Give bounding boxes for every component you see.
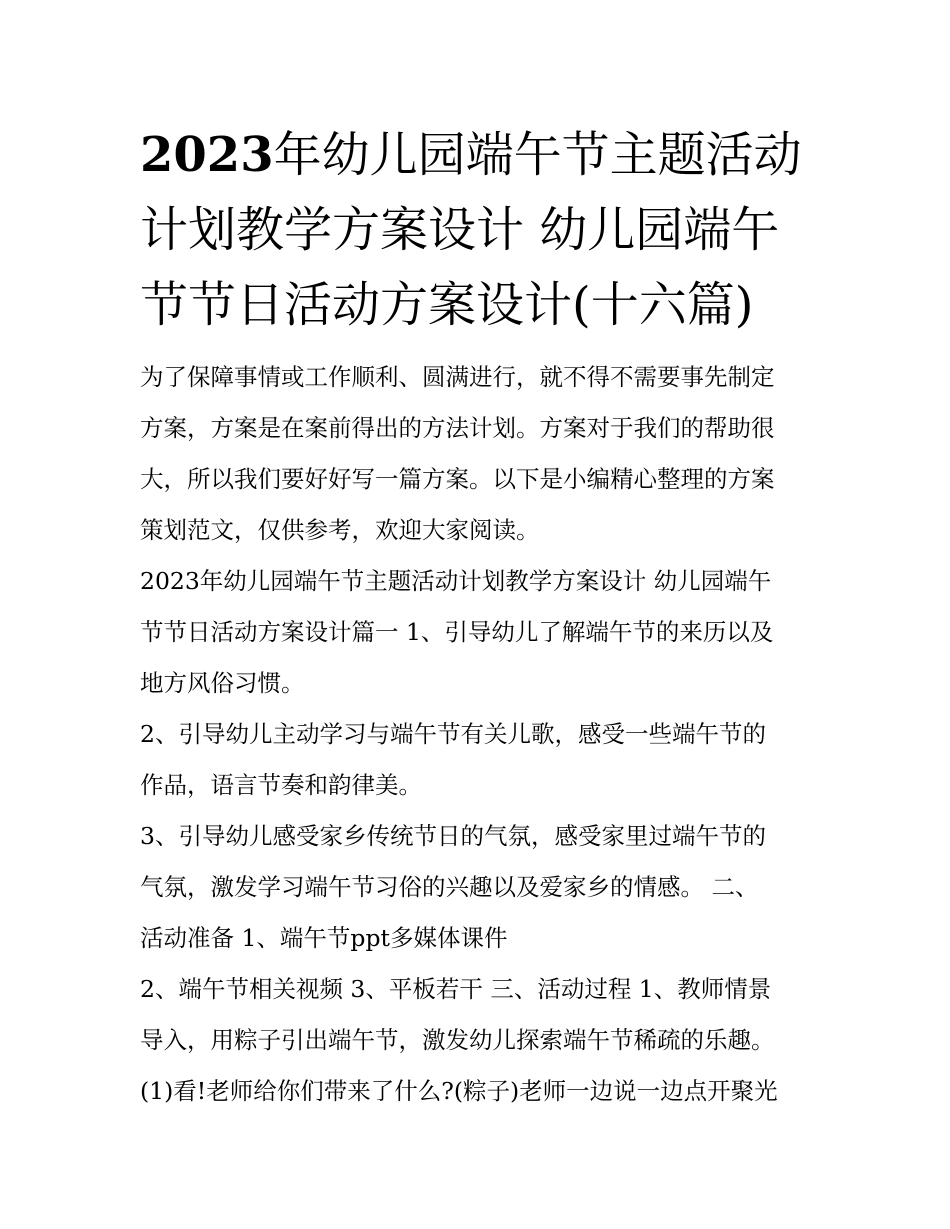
text-line: 活动准备 1、端午节ppt多媒体课件 xyxy=(140,924,508,952)
text-line: 导入，用粽子引出端午节，激发幼儿探索端午节稀疏的乐趣。 xyxy=(140,1026,775,1054)
text-line: 2023年幼儿园端午节主题活动计划教学方案设计 幼儿园端午 xyxy=(140,567,772,595)
title-line-1 xyxy=(140,118,820,193)
title-line-1-rest: 年幼儿园端午节主题活动 xyxy=(273,127,802,183)
text-line: 作品，语言节奏和韵律美。 xyxy=(140,771,422,799)
title-line-2: 计划教学方案设计 幼儿园端午 xyxy=(140,202,780,258)
text-line: 2、引导幼儿主动学习与端午节有关儿歌，感受一些端午节的 xyxy=(140,720,766,748)
text-line: 为了保障事情或工作顺利、圆满进行，就不得不需要事先制定 xyxy=(140,363,775,391)
text-line: 3、引导幼儿感受家乡传统节日的气氛，感受家里过端午节的 xyxy=(140,822,766,850)
text-line: 方案，方案是在案前得出的方法计划。方案对于我们的帮助很 xyxy=(140,414,775,442)
paragraph xyxy=(140,556,820,709)
paragraph xyxy=(140,352,820,556)
text-line: 节节日活动方案设计篇一 1、引导幼儿了解端午节的来历以及 xyxy=(140,618,774,646)
text-line: 2、端午节相关视频 3、平板若干 三、活动过程 1、教师情景 xyxy=(140,975,772,1003)
paragraph xyxy=(140,964,820,1117)
document-title xyxy=(140,118,820,343)
text-line: (1)看!老师给你们带来了什么?(粽子)老师一边说一边点开聚光 xyxy=(140,1077,778,1105)
text-line: 策划范文，仅供参考，欢迎大家阅读。 xyxy=(140,516,540,544)
paragraph xyxy=(140,709,820,811)
paragraph xyxy=(140,811,820,964)
title-year: 2023 xyxy=(140,127,274,183)
document-body xyxy=(140,352,820,1117)
text-line: 大，所以我们要好好写一篇方案。以下是小编精心整理的方案 xyxy=(140,465,775,493)
title-line-3: 节节日活动方案设计(十六篇) xyxy=(140,277,754,333)
text-line: 地方风俗习惯。 xyxy=(140,669,305,697)
text-line: 气氛，激发学习端午节习俗的兴趣以及爱家乡的情感。 二、 xyxy=(140,873,759,901)
